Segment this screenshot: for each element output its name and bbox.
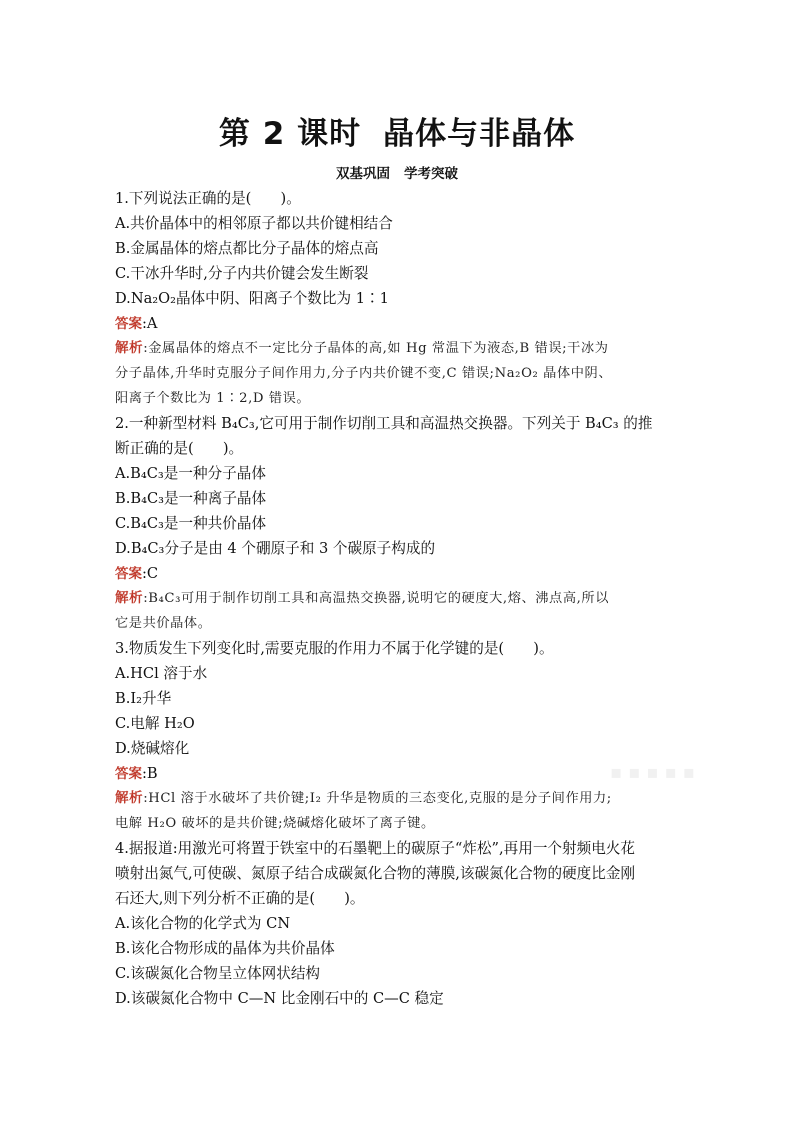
explanation-line xyxy=(115,586,685,611)
section-subtitle xyxy=(0,162,794,182)
question-3 xyxy=(115,636,685,836)
option-b: B.B₄C₃是一种离子晶体 xyxy=(115,490,267,507)
answer-line xyxy=(115,761,685,786)
answer-label: 答案 xyxy=(115,316,142,332)
question-stem: 石还大,则下列分析不正确的是( )。 xyxy=(115,890,365,907)
option-d: D.Na₂O₂晶体中阴、阳离子个数比为 1∶1 xyxy=(115,290,389,307)
question-stem: 断正确的是( )。 xyxy=(115,440,244,457)
explanation-text: :B₄C₃可用于制作切削工具和高温热交换器,说明它的硬度大,熔、沸点高,所以 xyxy=(143,591,609,606)
option-b: B.该化合物形成的晶体为共价晶体 xyxy=(115,940,335,957)
title-lesson: 第 2 课时 xyxy=(218,116,362,152)
question-stem: 喷射出氮气,可使碳、氮原子结合成碳氮化合物的薄膜,该碳氮化合物的硬度比金刚 xyxy=(115,865,636,882)
option-a: A.该化合物的化学式为 CN xyxy=(115,915,291,932)
explanation-line xyxy=(115,336,685,361)
option-b: B.I₂升华 xyxy=(115,690,172,707)
watermark: ▪▪▪▪▪ xyxy=(610,762,701,783)
explanation-line: 电解 H₂O 破坏的是共价键;烧碱熔化破坏了离子键。 xyxy=(115,816,435,831)
answer-label: 答案 xyxy=(115,566,142,582)
option-d: D.该碳氮化合物中 C—N 比金刚石中的 C—C 稳定 xyxy=(115,990,444,1007)
answer-value: :B xyxy=(142,765,158,782)
question-stem: 4.据报道:用激光可将置于铁室中的石墨靶上的碳原子“炸松”,再用一个射频电火花 xyxy=(115,840,635,857)
explanation-text: :金属晶体的熔点不一定比分子晶体的高,如 Hg 常温下为液态,B 错误;干冰为 xyxy=(143,341,609,356)
explanation-label: 解析 xyxy=(115,340,144,356)
option-c: C.电解 H₂O xyxy=(115,715,195,732)
explanation-line xyxy=(115,786,685,811)
option-b: B.金属晶体的熔点都比分子晶体的熔点高 xyxy=(115,240,379,257)
question-stem: 2.一种新型材料 B₄C₃,它可用于制作切削工具和高温热交换器。下列关于 B₄C₃ 的推 xyxy=(115,415,653,432)
option-c: C.干冰升华时,分子内共价键会发生断裂 xyxy=(115,265,369,282)
explanation-label: 解析 xyxy=(115,590,144,606)
subtitle-part2: 学考突破 xyxy=(404,166,458,182)
explanation-line: 分子晶体,升华时克服分子间作用力,分子内共价键不变,C 错误;Na₂O₂ 晶体中阴、 xyxy=(115,366,613,381)
title-topic: 晶体与非晶体 xyxy=(383,116,576,152)
question-stem: 1.下列说法正确的是( )。 xyxy=(115,190,301,207)
explanation-label: 解析 xyxy=(115,790,144,806)
explanation-line: 阳离子个数比为 1∶2,D 错误。 xyxy=(115,391,311,406)
page-title xyxy=(0,108,794,153)
question-stem: 3.物质发生下列变化时,需要克服的作用力不属于化学键的是( )。 xyxy=(115,640,554,657)
option-d: D.B₄C₃分子是由 4 个硼原子和 3 个碳原子构成的 xyxy=(115,540,436,557)
option-a: A.HCl 溶于水 xyxy=(115,665,208,682)
explanation-text: :HCl 溶于水破坏了共价键;I₂ 升华是物质的三态变化,克服的是分子间作用力; xyxy=(143,791,612,806)
question-4 xyxy=(115,836,685,1011)
option-d: D.烧碱熔化 xyxy=(115,740,190,757)
subtitle-part1: 双基巩固 xyxy=(336,166,390,182)
answer-value: :C xyxy=(142,565,159,582)
option-c: C.该碳氮化合物呈立体网状结构 xyxy=(115,965,321,982)
question-1 xyxy=(115,186,685,411)
answer-line xyxy=(115,561,685,586)
option-a: A.共价晶体中的相邻原子都以共价键相结合 xyxy=(115,215,393,232)
answer-label: 答案 xyxy=(115,766,142,782)
question-list xyxy=(115,186,685,1011)
answer-value: :A xyxy=(142,315,158,332)
question-2 xyxy=(115,411,685,636)
option-c: C.B₄C₃是一种共价晶体 xyxy=(115,515,267,532)
option-a: A.B₄C₃是一种分子晶体 xyxy=(115,465,266,482)
explanation-line: 它是共价晶体。 xyxy=(115,616,212,631)
answer-line xyxy=(115,311,685,336)
